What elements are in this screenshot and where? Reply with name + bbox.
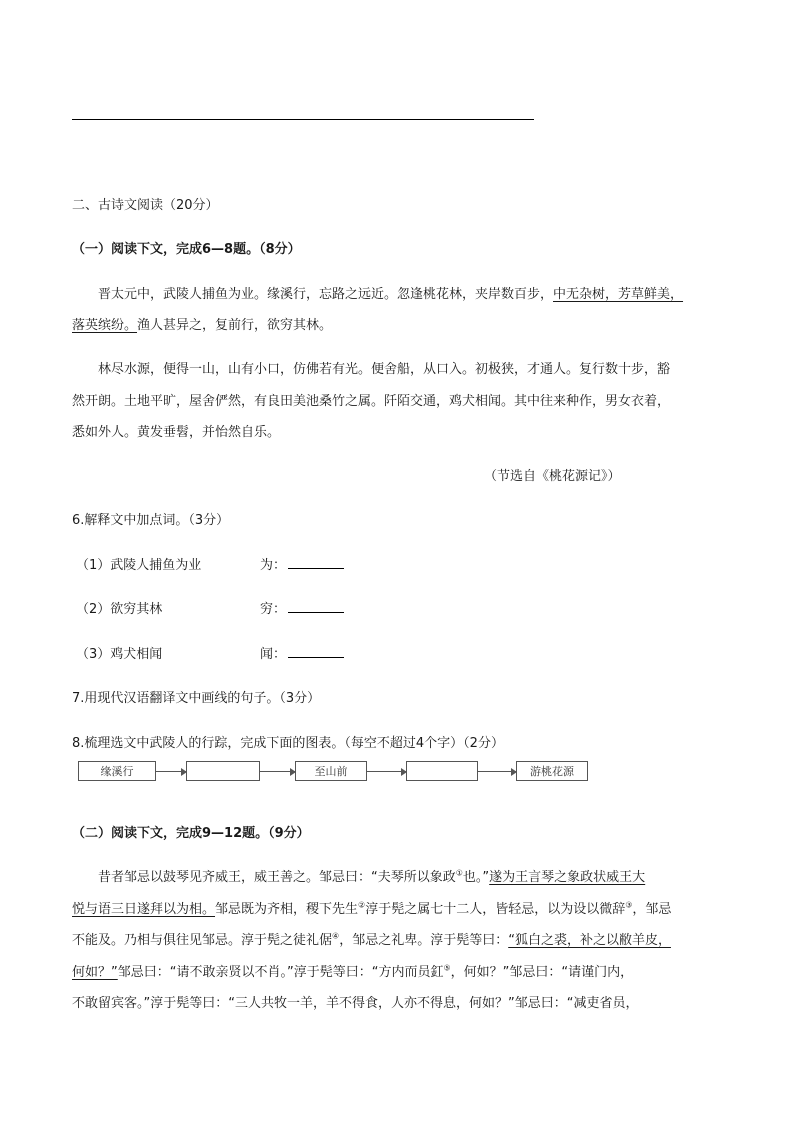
- passage3-line1: [98, 866, 645, 885]
- flow-box-1: 缘溪行: [78, 761, 156, 781]
- flow-box-5: 游桃花源: [516, 761, 588, 781]
- passage3-text: 昔者邹忌以鼓琴见齐威王，威王善之。邹忌曰：“夫琴所以象政: [98, 870, 456, 885]
- flow-box-2-blank[interactable]: [186, 761, 260, 781]
- q6-item-3: （3）鸡犬相闻: [76, 647, 163, 662]
- answer-line: [72, 119, 534, 120]
- flow-box-4-blank[interactable]: [406, 761, 478, 781]
- passage2-line1: 林尽水源，便得一山，山有小口，仿佛若有光。便舍船，从口入。初极狭，才通人。复行数十步，豁: [98, 362, 671, 377]
- footnote-marker: ①: [455, 868, 463, 878]
- passage3-text: ，何如？”邹忌曰：“请谨门内，: [450, 965, 634, 980]
- passage3-text: ，邹忌之礼卑。淳于髡等曰：: [339, 933, 509, 948]
- passage2-line2: 然开朗。土地平旷，屋舍俨然，有良田美池桑竹之属。阡陌交通，鸡犬相闻。其中往来种作，男女衣着，: [72, 394, 671, 409]
- passage3-text: 淳于髡之属七十二人，皆轻忌，以为设以微辞: [365, 902, 626, 917]
- q6-answer-3: [260, 643, 344, 662]
- passage3-line3: [72, 929, 671, 948]
- underlined-sentence: 何如？”: [72, 965, 118, 980]
- passage1-line2: [72, 314, 332, 333]
- passage3-line5: 不敢留宾客。”淳于髡等曰：“三人共牧一羊，羊不得食，人亦不得息，何如？”邹忌曰：“减吏省员，: [72, 996, 639, 1011]
- part2-heading: （二）阅读下文，完成9—12题。（9分）: [72, 826, 310, 841]
- passage3-line2: [72, 898, 671, 917]
- q6-answer-1: [260, 554, 344, 573]
- part1-heading: （一）阅读下文，完成6—8题。（8分）: [72, 242, 301, 257]
- footnote-marker: ⑤: [443, 963, 451, 973]
- question-7: 7.用现代汉语翻译文中画线的句子。（3分）: [72, 691, 321, 706]
- passage3-text: ，邹忌: [632, 902, 672, 917]
- q6-answer-label: 穷：: [260, 602, 287, 617]
- underlined-sentence: 落英缤纷。: [72, 318, 138, 333]
- footnote-marker: ④: [332, 931, 340, 941]
- question-8: 8.梳理选文中武陵人的行踪，完成下面的图表。（每空不超过4个字）（2分）: [72, 736, 504, 751]
- passage1-line1: [98, 283, 683, 302]
- passage3-text: 不能及。乃相与俱往见邹忌。淳于髡之徒礼倨: [72, 933, 333, 948]
- answer-blank[interactable]: [288, 556, 344, 569]
- q6-item-2: （2）欲穷其林: [76, 602, 163, 617]
- passage2-line3: 悉如外人。黄发垂髫，并怡然自乐。: [72, 425, 281, 440]
- q6-answer-2: [260, 598, 344, 617]
- flow-arrow: [478, 771, 516, 772]
- underlined-sentence: 遂为王言琴之象政状威王大: [489, 870, 646, 885]
- passage1-text: 渔人甚异之，复前行，欲穷其林。: [137, 318, 333, 333]
- answer-blank[interactable]: [288, 645, 344, 658]
- flow-arrow: [156, 771, 186, 772]
- footnote-marker: ③: [625, 900, 633, 910]
- passage3-text: 也。”: [462, 870, 490, 885]
- passage3-line4: [72, 961, 633, 980]
- passage1-text: 晋太元中，武陵人捕鱼为业。缘溪行，忘路之远近。忽逢桃花林，夹岸数百步，: [98, 287, 554, 302]
- answer-blank[interactable]: [288, 600, 344, 613]
- flow-arrow: [367, 771, 406, 772]
- question-6: 6.解释文中加点词。（3分）: [72, 513, 230, 528]
- passage-source: （节选自《桃花源记》）: [484, 469, 621, 484]
- underlined-sentence: “狐白之裘，补之以敝羊皮，: [508, 933, 671, 948]
- passage3-text: 邹忌既为齐相，稷下先生: [215, 902, 359, 917]
- flow-arrow: [260, 771, 295, 772]
- underlined-sentence: 中无杂树，芳草鲜美，: [553, 287, 684, 302]
- flow-box-3: 至山前: [295, 761, 367, 781]
- passage3-text: 邹忌曰：“请不敢亲贤以不肖。”淳于髡等曰：“方内而员釭: [117, 965, 444, 980]
- q6-answer-label: 为：: [260, 558, 287, 573]
- footnote-marker: ②: [358, 900, 366, 910]
- q6-answer-label: 闻：: [260, 647, 287, 662]
- q6-item-1: （1）武陵人捕鱼为业: [76, 558, 202, 573]
- underlined-sentence: 悦与语三日遂拜以为相。: [72, 902, 216, 917]
- section-title: 二、古诗文阅读（20分）: [72, 198, 219, 213]
